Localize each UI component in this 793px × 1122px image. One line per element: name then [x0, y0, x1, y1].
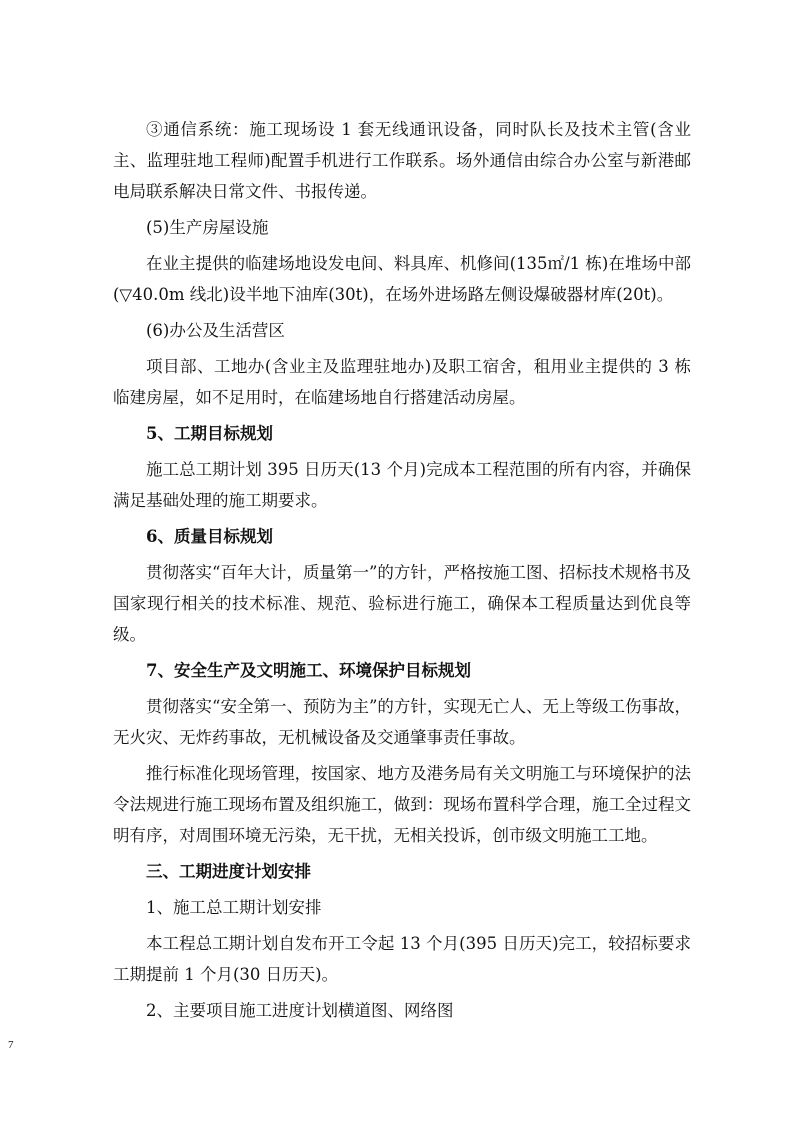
subheading-production-buildings: (5)生产房屋设施 — [146, 218, 269, 237]
paragraph-quality-target: 贯彻落实“百年大计，质量第一”的方针，严格按施工图、招标技术规格书及国家现行相关的技术标准、规范、验标进行施工，确保本工程质量达到优良等级。 — [113, 563, 691, 644]
paragraph-schedule-target: 施工总工期计划 395 日历天(13 个月)完成本工程范围的所有内容，并确保满足基础处理的施工期要求。 — [113, 460, 691, 510]
heading-schedule-plan: 三、工期进度计划安排 — [146, 862, 311, 881]
heading-safety-target: 7、安全生产及文明施工、环境保护目标规划 — [146, 661, 471, 680]
subheading-office-living: (6)办公及生活营区 — [146, 321, 285, 340]
page-number: 7 — [8, 1039, 14, 1051]
paragraph-safety-target-2: 推行标准化现场管理，按国家、地方及港务局有关文明施工与环境保护的法令法规进行施工现场布置及组织施工，做到：现场布置科学合理，施工全过程文明有序，对周围环境无污染，无干扰，无相关投诉，创市级文明施工工地。 — [113, 764, 691, 845]
paragraph-communication: ③通信系统：施工现场设 1 套无线通讯设备，同时队长及技术主管(含业主、监理驻地工程师)配置手机进行工作联系。场外通信由综合办公室与新港邮电局联系解决日常文件、书报传递。 — [113, 120, 691, 201]
heading-quality-target: 6、质量目标规划 — [146, 527, 273, 546]
subheading-total-schedule: 1、施工总工期计划安排 — [146, 898, 322, 917]
paragraph-office-living: 项目部、工地办(含业主及监理驻地办)及职工宿舍，租用业主提供的 3 栋临建房屋，如不足用时，在临建场地自行搭建活动房屋。 — [113, 357, 691, 407]
heading-schedule-target: 5、工期目标规划 — [146, 424, 273, 443]
paragraph-production-buildings: 在业主提供的临建场地设发电间、料具库、机修间(135㎡/1 栋)在堆场中部(▽40.0m 线北)设半地下油库(30t)，在场外进场路左侧设爆破器材库(20t)。 — [113, 254, 691, 304]
paragraph-safety-target-1: 贯彻落实“安全第一、预防为主”的方针，实现无亡人、无上等级工伤事故，无火灾、无炸药事故，无机械设备及交通肇事责任事故。 — [113, 697, 691, 747]
document-body — [113, 114, 691, 1031]
subheading-gantt-network: 2、主要项目施工进度计划横道图、网络图 — [146, 1001, 454, 1020]
paragraph-total-schedule: 本工程总工期计划自发布开工令起 13 个月(395 日历天)完工，较招标要求工期提前 1 个月(30 日历天)。 — [113, 934, 691, 984]
